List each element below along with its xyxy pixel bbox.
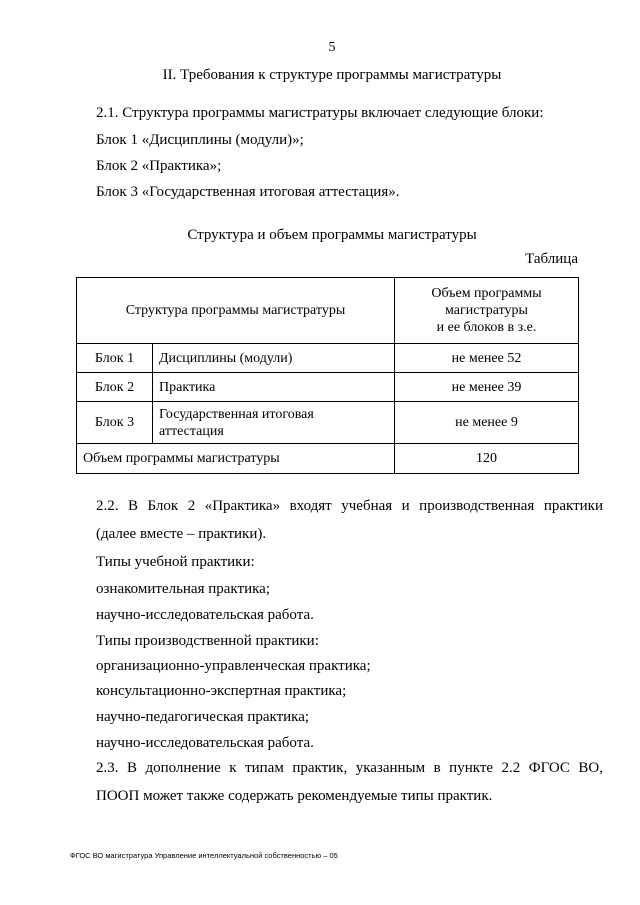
header-volume	[395, 278, 579, 344]
page-number: 5	[328, 40, 336, 55]
section-heading: II. Требования к структуре программы магистратуры	[162, 67, 502, 83]
paragraph-2-2-line1: 2.2. В Блок 2 «Практика» входят учебная и производственная практики	[96, 498, 603, 514]
row-block: Блок 1	[77, 344, 153, 373]
row-name	[153, 402, 395, 444]
header-structure: Структура программы магистратуры	[77, 278, 395, 344]
edu-type-item: ознакомительная практика;	[96, 581, 270, 597]
prod-type-item: консультационно-экспертная практика;	[96, 683, 347, 699]
paragraph-2-3-line1: 2.3. В дополнение к типам практик, указанным в пункте 2.2 ФГОС ВО,	[96, 760, 603, 776]
block-2-item: Блок 2 «Практика»;	[96, 158, 222, 174]
paragraph-2-1: 2.1. Структура программы магистратуры включает следующие блоки:	[96, 105, 544, 121]
paragraph-2-2-line2: (далее вместе – практики).	[96, 526, 267, 542]
edu-type-item: научно-исследовательская работа.	[96, 607, 314, 623]
table-caption: Структура и объем программы магистратуры	[187, 227, 477, 243]
block-1-item: Блок 1 «Дисциплины (модули)»;	[96, 132, 304, 148]
row-value: не менее 52	[395, 344, 579, 373]
table-total-row	[77, 444, 579, 474]
table-row	[77, 402, 579, 444]
total-value: 120	[395, 444, 579, 474]
prod-type-item: организационно-управленческая практика;	[96, 658, 371, 674]
row-name-line2: аттестация	[159, 423, 224, 439]
table-label: Таблица	[525, 251, 578, 267]
structure-table	[76, 277, 579, 474]
table-header-row	[77, 278, 579, 344]
row-block: Блок 2	[77, 373, 153, 402]
page-footer: ФГОС ВО магистратура Управление интеллектуальной собственностью – 05	[70, 851, 338, 860]
header-volume-line2: магистратуры	[445, 303, 528, 318]
prod-type-item: научно-педагогическая практика;	[96, 709, 310, 725]
total-label: Объем программы магистратуры	[77, 444, 395, 474]
edu-types-title: Типы учебной практики:	[96, 554, 255, 570]
row-value: не менее 9	[395, 402, 579, 444]
table-row	[77, 373, 579, 402]
row-name: Дисциплины (модули)	[153, 344, 395, 373]
header-volume-line3: и ее блоков в з.е.	[436, 320, 537, 335]
prod-types-title: Типы производственной практики:	[96, 633, 319, 649]
paragraph-2-3-line2: ПООП может также содержать рекомендуемые типы практик.	[96, 788, 493, 804]
row-value: не менее 39	[395, 373, 579, 402]
prod-type-item: научно-исследовательская работа.	[96, 735, 314, 751]
table-row	[77, 344, 579, 373]
row-block: Блок 3	[77, 402, 153, 444]
header-volume-line1: Объем программы	[431, 286, 542, 301]
row-name-line1: Государственная итоговая	[159, 406, 314, 422]
row-name: Практика	[153, 373, 395, 402]
block-3-item: Блок 3 «Государственная итоговая аттестация».	[96, 184, 400, 200]
